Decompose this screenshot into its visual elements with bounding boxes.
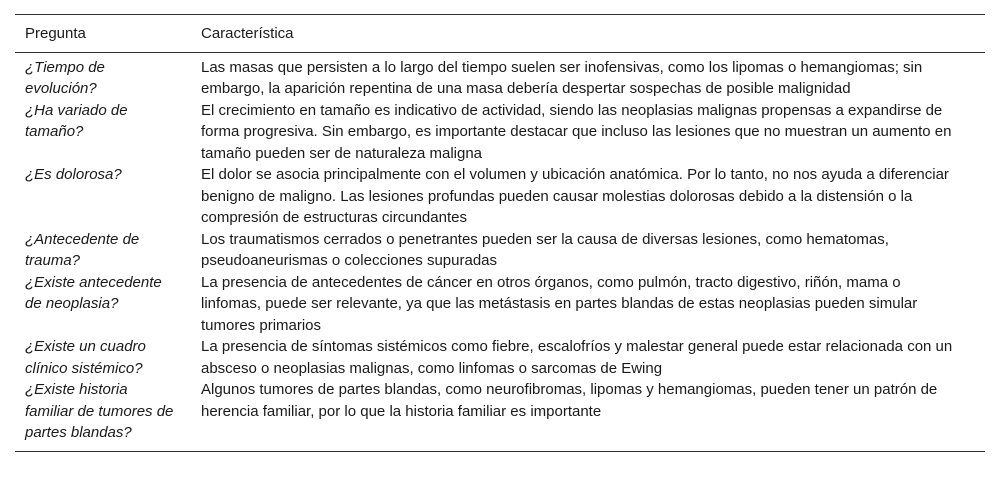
table-row xyxy=(15,229,985,272)
question-cell: ¿Existe historia familiar de tumores de partes blandas? xyxy=(25,381,174,441)
table-row xyxy=(15,272,985,337)
header-row xyxy=(15,15,985,53)
question-cell: ¿Ha variado de tamaño? xyxy=(25,101,128,140)
table-row xyxy=(15,379,985,451)
feature-cell: El dolor se asocia principalmente con el volumen y ubicación anatómica. Por lo tanto, no nos ayuda a diferenciar benigno de maligno. Las lesiones profundas pueden causar molestias dolorosas debido a la distensión o la compresión de estructuras circundantes xyxy=(201,166,949,226)
feature-cell: Algunos tumores de partes blandas, como neurofibromas, lipomas y hemangiomas, pueden tener un patrón de herencia familiar, por lo que la historia familiar es importante xyxy=(201,381,938,420)
feature-cell: Las masas que persisten a lo largo del tiempo suelen ser inofensivas, como los lipomas o hemangiomas; sin embargo, la aparición repentina de una masa debería despertar sospechas de posible malignidad xyxy=(201,58,923,97)
table-row xyxy=(15,336,985,379)
table-row xyxy=(15,164,985,229)
clinical-questions-table xyxy=(15,14,985,452)
table-row xyxy=(15,52,985,100)
feature-cell: La presencia de antecedentes de cáncer en otros órganos, como pulmón, tracto digestivo, riñón, mama o linfomas, puede ser relevante, ya que las metástasis en partes blandas de estas neoplasias pueden simular tumores primarios xyxy=(201,273,918,334)
clinical-questions-table-container xyxy=(15,14,985,452)
question-cell: ¿Es dolorosa? xyxy=(25,166,122,183)
header-question: Pregunta xyxy=(15,15,191,53)
feature-cell: El crecimiento en tamaño es indicativo de actividad, siendo las neoplasias malignas propensas a expandirse de forma progresiva. Sin embargo, es importante destacar que incluso las lesiones que no muestran un aumento en tamaño pueden ser de naturaleza maligna xyxy=(201,101,952,162)
question-cell: ¿Existe antecedente de neoplasia? xyxy=(25,273,162,312)
table-row xyxy=(15,100,985,165)
question-cell: ¿Tiempo de evolución? xyxy=(25,58,105,97)
table-header xyxy=(15,15,985,53)
question-cell: ¿Existe un cuadro clínico sistémico? xyxy=(25,338,146,377)
table-body xyxy=(15,52,985,451)
question-cell: ¿Antecedente de trauma? xyxy=(25,230,140,269)
feature-cell: La presencia de síntomas sistémicos como fiebre, escalofríos y malestar general puede estar relacionada con un absceso o neoplasias malignas, como linfomas o sarcomas de Ewing xyxy=(201,338,953,377)
feature-cell: Los traumatismos cerrados o penetrantes pueden ser la causa de diversas lesiones, como hematomas, pseudoaneurismas o colecciones supuradas xyxy=(201,230,889,269)
header-feature: Característica xyxy=(191,15,985,53)
